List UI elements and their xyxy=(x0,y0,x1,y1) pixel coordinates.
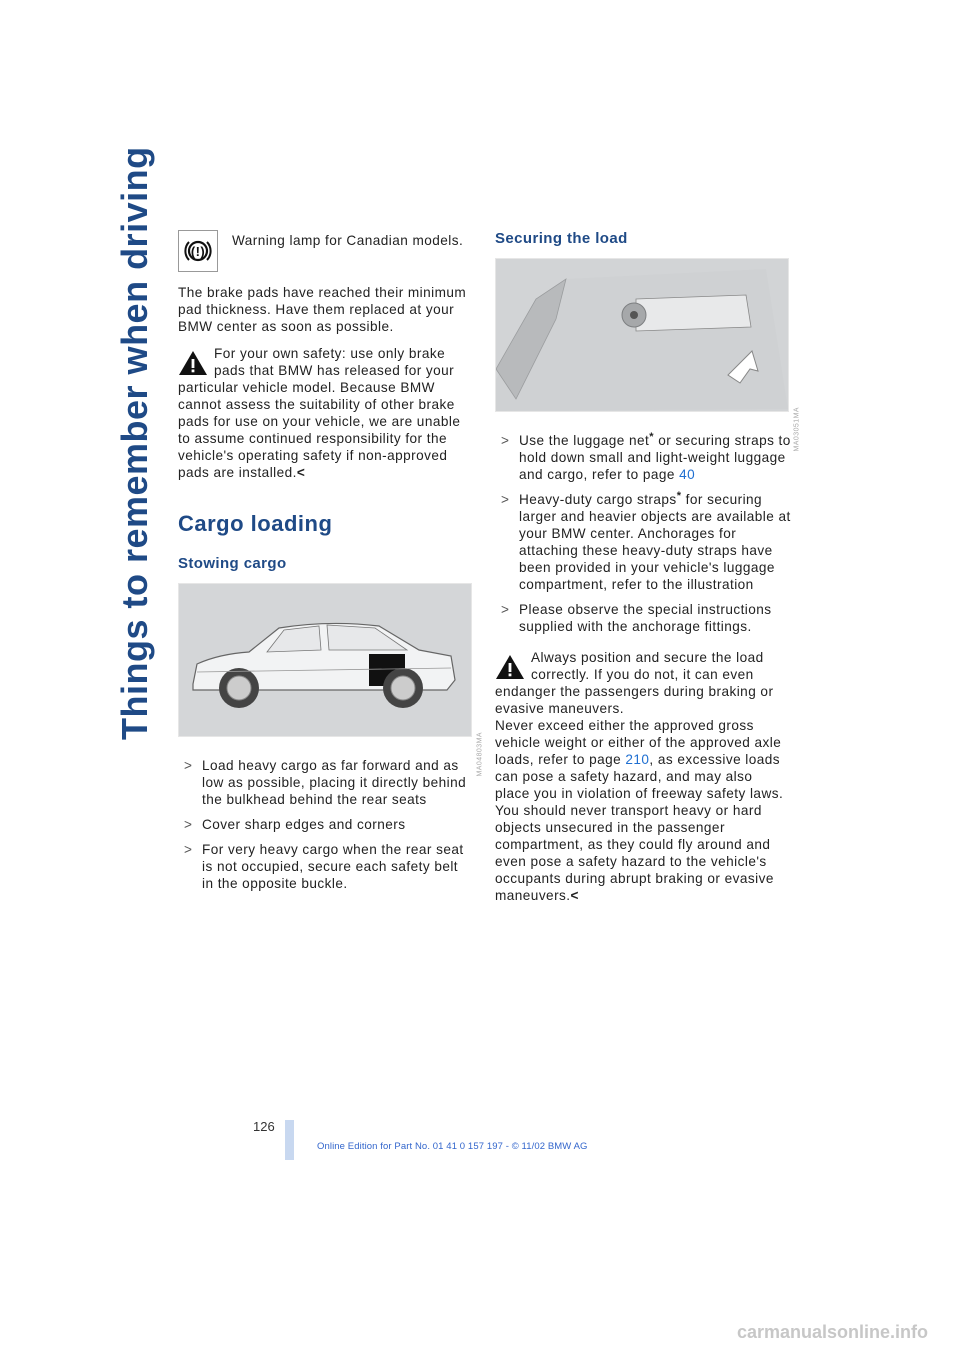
list-item: > Cover sharp edges and corners xyxy=(184,817,406,832)
bullet-marker: > xyxy=(501,602,510,617)
brake-warning-lamp-icon xyxy=(178,230,218,272)
footer-bar xyxy=(285,1120,294,1160)
edition-footer: Online Edition for Part No. 01 41 0 157 197 - © 11/02 BMW AG xyxy=(317,1141,588,1152)
left-column xyxy=(178,230,484,906)
optional-equipment-star: * xyxy=(649,431,654,443)
figure-code: MA04803MA xyxy=(477,732,484,777)
cargo-loading-heading: Cargo loading xyxy=(178,511,333,536)
site-watermark: carmanualsonline.info xyxy=(737,1322,929,1342)
list-item: > Heavy-duty cargo straps* for securing larger and heavier objects are available at your BMW center. Anchorages for attaching these heavy-duty straps have been provided in your vehicle's luggage compartment, refer to the illustration xyxy=(501,490,791,592)
figure-code: MA03051MA xyxy=(794,407,801,452)
page-number: 126 xyxy=(253,1119,275,1134)
warning-triangle-icon xyxy=(495,653,525,681)
load-warning-text-1: Always position and secure the load correctly. If you do not, it can even endanger the passengers during braking or evasive maneuvers. xyxy=(495,650,774,716)
stowing-cargo-illustration xyxy=(178,583,484,777)
bullet-marker: > xyxy=(501,492,510,507)
stowing-cargo-heading: Stowing cargo xyxy=(178,555,287,572)
warning-triangle-icon xyxy=(178,349,208,377)
securing-load-heading: Securing the load xyxy=(495,230,628,247)
svg-text:(!): (!) xyxy=(190,244,206,259)
lamp-caption: Warning lamp for Canadian models. xyxy=(232,233,464,248)
load-warning-text-2: Never exceed either the approved gross vehicle weight or either of the approved axle loads, refer to page 210, as excessive loads can pose a safety hazard, and may also place you in violation of freeway safety laws. xyxy=(495,718,784,801)
load-warning xyxy=(495,649,791,904)
luggage-compartment-image xyxy=(496,259,788,411)
end-mark: < xyxy=(570,888,579,903)
optional-equipment-star: * xyxy=(676,490,682,502)
stowing-cargo-list xyxy=(178,757,472,892)
bullet-marker: > xyxy=(184,842,193,857)
car-side-view-image xyxy=(179,584,471,736)
bullet-marker: > xyxy=(184,817,193,832)
bullet-marker: > xyxy=(501,433,510,448)
side-section-title: Things to remember when driving xyxy=(114,146,155,740)
securing-load-illustration xyxy=(495,258,801,452)
page-link[interactable]: 40 xyxy=(679,467,696,482)
warning-lamp-row xyxy=(178,230,472,272)
bullet-marker: > xyxy=(184,758,193,773)
safety-warning xyxy=(178,345,472,481)
brake-pads-text: The brake pads have reached their minimum pad thickness. Have them replaced at your BMW center as soon as possible. xyxy=(178,285,467,334)
safety-warning-text: For your own safety: use only brake pads that BMW has released for your particular vehicle model. Because BMW cannot assess the suitability of other brake pads for use on your vehicle, we are unable to assume continued responsibility for the vehicle's operating safety if non-approved pads are installed. xyxy=(178,346,461,480)
securing-load-list xyxy=(495,432,791,635)
list-item: > Load heavy cargo as far forward and as low as possible, placing it directly behind the bulkhead behind the rear seats xyxy=(184,758,467,807)
list-item: > Please observe the special instructions supplied with the anchorage fittings. xyxy=(501,602,772,634)
list-item: > For very heavy cargo when the rear seat is not occupied, secure each safety belt in the opposite buckle. xyxy=(184,842,464,891)
list-item: > Use the luggage net* or securing straps to hold down small and light-weight luggage and cargo, refer to page 40 xyxy=(501,431,791,482)
end-mark: < xyxy=(296,465,306,480)
page-link[interactable]: 210 xyxy=(625,752,650,767)
load-warning-text-3: You should never transport heavy or hard objects unsecured in the passenger compartment, as they could fly around and even pose a safety hazard to the vehicle's occupants during abrupt braking or evasive maneuvers.< xyxy=(495,803,774,903)
right-column xyxy=(495,230,801,904)
